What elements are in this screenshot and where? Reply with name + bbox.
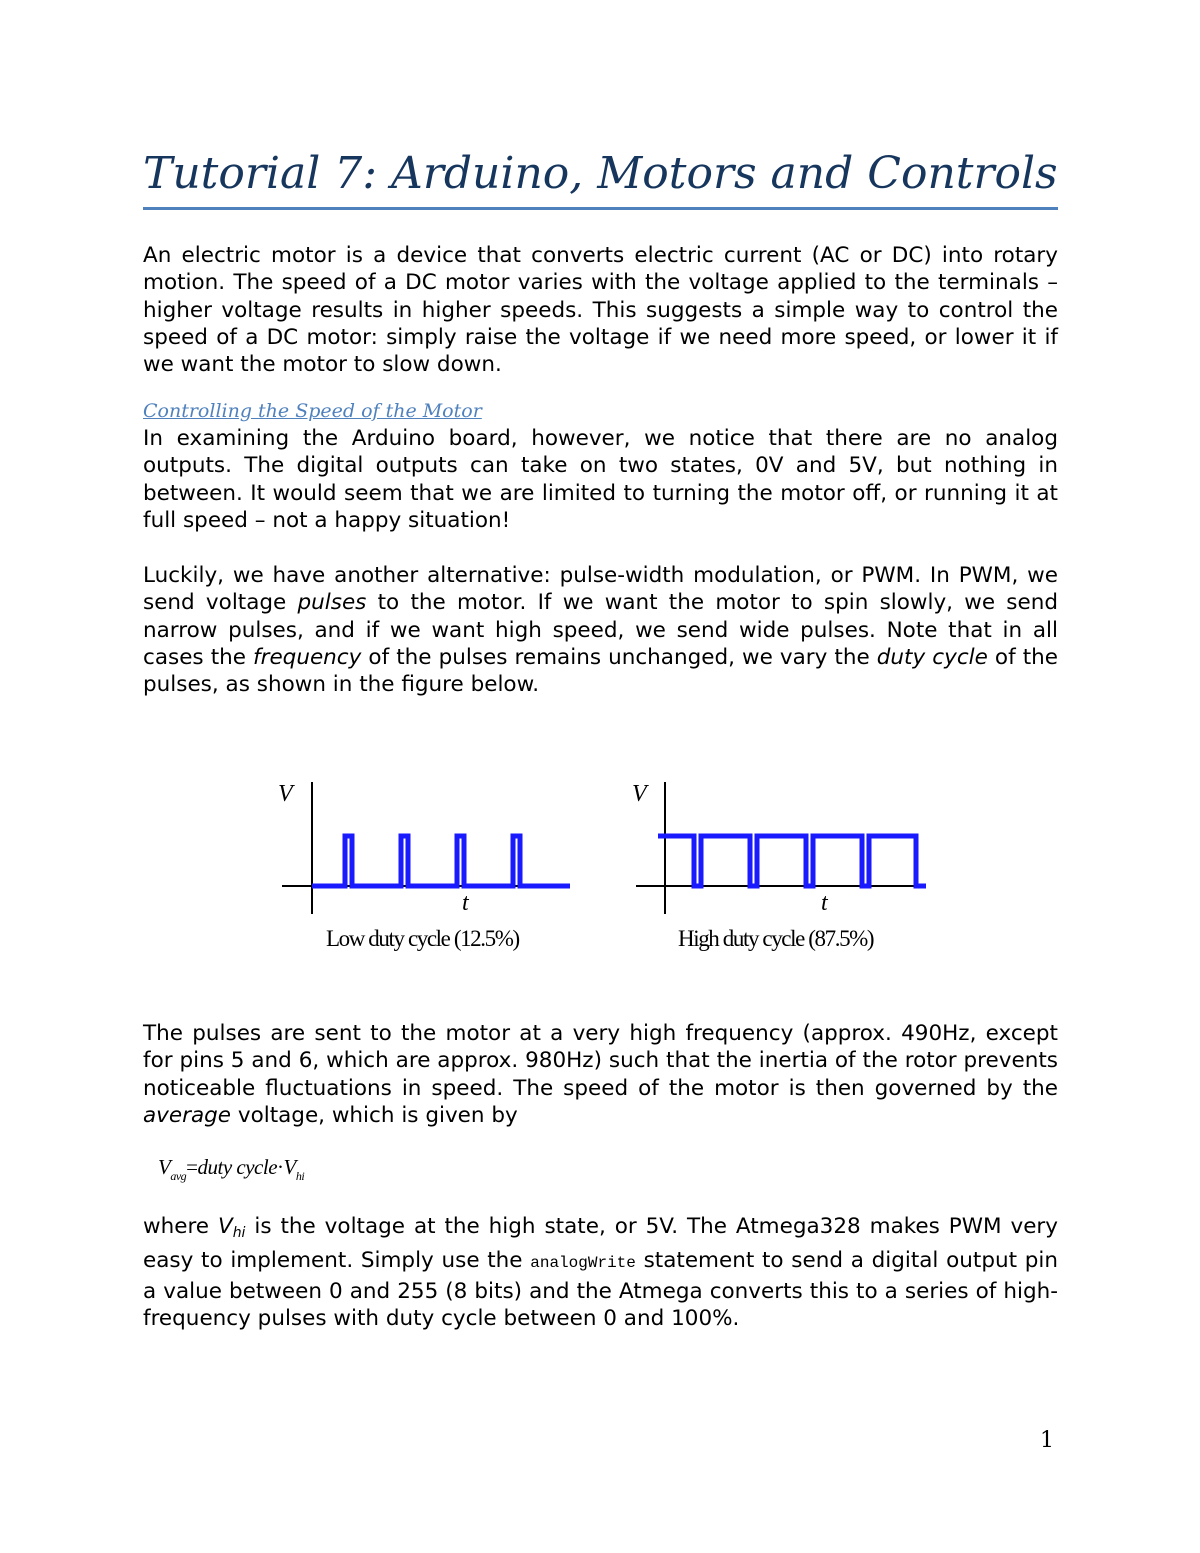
formula-dot: · bbox=[277, 1155, 284, 1179]
left-chart-caption: Low duty cycle (12.5%) bbox=[326, 926, 519, 951]
average-voltage-formula bbox=[158, 1155, 304, 1184]
freq-text-2: voltage, which is given by bbox=[231, 1102, 518, 1128]
analogwrite-code: analogWrite bbox=[530, 1254, 636, 1273]
section-paragraph: In examining the Arduino board, however, we notice that there are no analog outputs. The digital outputs can take on two states, 0V and 5V, but nothing in between. It would seem that we are limited to turning the motor off, or running it at full speed – not a happy situation! bbox=[143, 426, 1058, 533]
pwm-text-2: to the motor. If we want the motor to spin slowly, we send narrow pulses, and if we want high speed, we send wide pulses. Note that in all cases the bbox=[143, 590, 1058, 670]
left-y-axis-label: V bbox=[278, 781, 293, 807]
intro-paragraph: An electric motor is a device that converts electric current (AC or DC) into rotary motion. The speed of a DC motor varies with the voltage applied to the terminals – higher voltage results in higher speeds. This suggests a simple way to control the speed of a DC motor: simply raise the voltage if we need more speed, or lower it if we want the motor to slow down. bbox=[143, 243, 1058, 378]
pwm-chart-2 bbox=[636, 782, 926, 914]
formula-avg-subscript: avg bbox=[170, 1169, 187, 1183]
section-heading: Controlling the Speed of the Motor bbox=[143, 400, 482, 422]
where-hi-subscript: hi bbox=[232, 1225, 246, 1241]
pwm-text-3: of the pulses remains unchanged, we vary the bbox=[361, 644, 877, 670]
right-chart-caption: High duty cycle (87.5%) bbox=[678, 926, 874, 951]
right-x-axis-label: t bbox=[821, 890, 828, 916]
where-text-1: where bbox=[143, 1214, 218, 1239]
where-text-2: is the voltage at the high state, or 5V. The Atmega328 makes PWM very easy to implement. Simply use the bbox=[143, 1214, 1058, 1274]
where-paragraph bbox=[143, 1213, 1058, 1332]
page-title: Tutorial 7: Arduino, Motors and Controls bbox=[143, 148, 1058, 199]
formula-equals: = bbox=[186, 1155, 198, 1179]
pwm-waveform bbox=[658, 836, 926, 886]
formula-rhs: duty cycle bbox=[197, 1155, 278, 1179]
page-number: 1 bbox=[1040, 1428, 1054, 1453]
right-y-axis-label: V bbox=[632, 781, 647, 807]
pwm-em-frequency: frequency bbox=[253, 644, 362, 670]
where-text-3: statement to send a digital output pin a value between 0 and 255 (8 bits) and the Atmega converts this to a series of high-frequency pulses with duty cycle between 0 and 100%. bbox=[143, 1248, 1058, 1331]
pwm-em-pulses: pulses bbox=[297, 590, 367, 616]
pwm-text-4: of the pulses, as shown in the figure below. bbox=[143, 644, 1058, 698]
title-underline bbox=[143, 207, 1058, 210]
pwm-waveform bbox=[312, 836, 570, 886]
freq-em-average: average bbox=[143, 1102, 232, 1128]
formula-hi-subscript: hi bbox=[295, 1169, 305, 1183]
left-x-axis-label: t bbox=[462, 890, 469, 916]
pwm-text-1: Luckily, we have another alternative: pulse-width modulation, or PWM. In PWM, we send voltage bbox=[143, 563, 1058, 616]
pwm-figure bbox=[270, 770, 950, 970]
pwm-chart-1 bbox=[282, 782, 570, 914]
pwm-paragraph bbox=[143, 562, 1058, 698]
pwm-em-duty-cycle: duty cycle bbox=[876, 644, 988, 670]
where-v: V bbox=[217, 1214, 233, 1239]
formula-v2: V bbox=[283, 1155, 296, 1179]
freq-text-1: The pulses are sent to the motor at a very high frequency (approx. 490Hz, except for pins 5 and 6, which are approx. 980Hz) such that the inertia of the rotor prevents noticeable fluctuations in speed. The speed of the motor is then governed by the bbox=[143, 1021, 1058, 1101]
frequency-paragraph bbox=[143, 1020, 1058, 1129]
formula-v: V bbox=[158, 1155, 171, 1179]
